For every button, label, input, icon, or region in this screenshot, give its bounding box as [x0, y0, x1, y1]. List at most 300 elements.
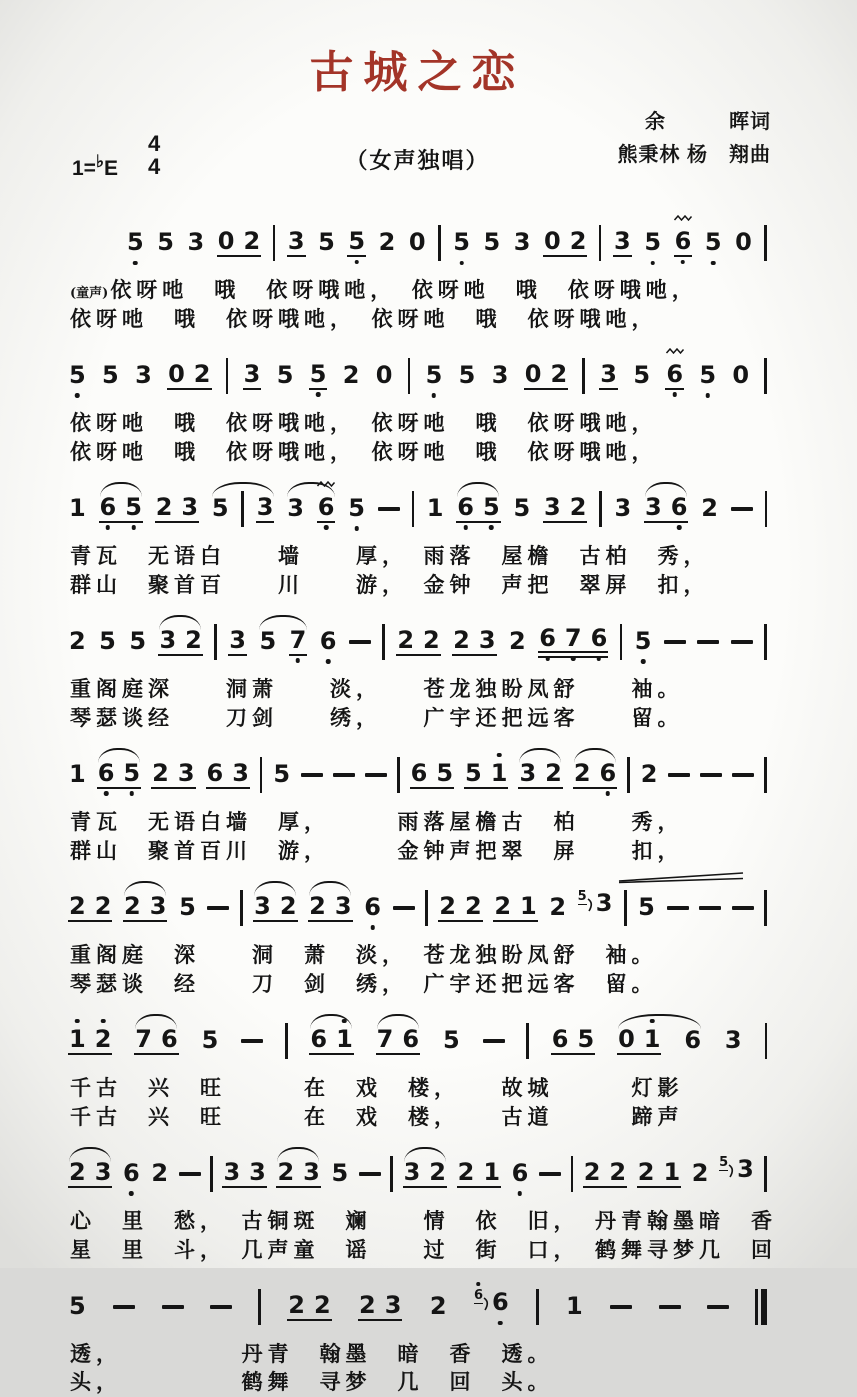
- note: 5: [98, 629, 117, 655]
- octave-dot-below: [432, 393, 437, 398]
- barline: [627, 757, 630, 793]
- note: 3: [513, 230, 532, 256]
- lyrics-line: [64, 571, 771, 600]
- note: 5: [347, 496, 366, 522]
- performance-note: （女声独唱）: [345, 144, 489, 175]
- note: 3 3: [222, 1160, 266, 1188]
- note: 5: [156, 230, 175, 256]
- octave-dot-below: [133, 261, 138, 266]
- octave-dot-below: [459, 261, 464, 266]
- barline: [582, 358, 585, 394]
- barline: [408, 358, 411, 394]
- note: 6 5: [410, 761, 454, 789]
- lyrics-text: 青瓦 无语白墙 厚， 雨落屋檐古 柏 秀，: [70, 809, 684, 834]
- note: 1: [68, 762, 87, 788]
- note: 0: [408, 230, 427, 256]
- note: 6 5: [456, 495, 500, 523]
- barline: [412, 491, 415, 527]
- dash-note: [162, 1305, 184, 1309]
- note: 6: [317, 495, 336, 523]
- slur-arc: [377, 1014, 419, 1029]
- notation-line: [64, 603, 771, 675]
- system: [64, 603, 771, 733]
- note: 5 3: [578, 891, 614, 924]
- note: 5: [698, 363, 717, 389]
- barline: [285, 1023, 288, 1059]
- lyrics-text: 千古 兴 旺 在 戏 楼， 古道 蹄声: [70, 1104, 684, 1129]
- note: 2: [150, 1161, 169, 1187]
- dash-note: [668, 773, 690, 777]
- slur-arc: [645, 482, 687, 497]
- note: 5 3: [719, 1157, 755, 1190]
- note: 3: [228, 628, 247, 656]
- barline: [390, 1156, 393, 1192]
- note: 5: [128, 629, 147, 655]
- lyrics-line: [64, 1236, 771, 1265]
- lyrics-text: 重阁庭 深 洞 萧 淡， 苍龙独盼凤舒 袖。: [70, 942, 658, 967]
- dash-note: [610, 1305, 632, 1309]
- note: 2: [378, 230, 397, 256]
- note: 3: [134, 363, 153, 389]
- decrescendo-hairpin-icon: [617, 871, 745, 885]
- lyrics-line: [64, 1074, 771, 1103]
- note: 6: [363, 895, 382, 921]
- octave-dot-below: [518, 1191, 523, 1196]
- notation-line: [64, 869, 771, 941]
- note: 6 7 6: [538, 626, 608, 658]
- note: 6: [665, 362, 684, 390]
- note: 6 1: [309, 1027, 353, 1055]
- slur-arc: [618, 1014, 701, 1029]
- barline: [764, 624, 767, 660]
- grace-slide-icon: [586, 898, 595, 913]
- note: 0 1: [617, 1027, 661, 1055]
- dash-note: [113, 1305, 135, 1309]
- note: 2 2: [438, 894, 482, 922]
- note: 3 2: [543, 495, 587, 523]
- barline: [765, 1023, 768, 1059]
- system: [64, 736, 771, 866]
- lyrics-text: 重阁庭深 洞萧 淡， 苍龙独盼凤舒 袖。: [70, 676, 684, 701]
- lyrics-line: [64, 276, 771, 305]
- note: 5: [442, 1028, 461, 1054]
- lyrics-line: [64, 305, 771, 334]
- octave-dot-below: [498, 1321, 503, 1326]
- lyrics-line: [64, 1340, 771, 1369]
- note: 2: [68, 629, 87, 655]
- barline: [397, 757, 400, 793]
- lyrics-line: [64, 409, 771, 438]
- lyrics-line: [64, 542, 771, 571]
- lyrics-line: [64, 438, 771, 467]
- dash-note: [378, 507, 400, 511]
- octave-dot-below: [606, 791, 611, 796]
- dash-note: [393, 906, 415, 910]
- slur-arc: [457, 482, 499, 497]
- note: 5: [201, 1028, 220, 1054]
- octave-dot-below: [571, 656, 576, 661]
- note: 5: [101, 363, 120, 389]
- note: 3: [286, 496, 305, 522]
- dash-note: [732, 906, 754, 910]
- score-header: [64, 122, 771, 200]
- note: 5: [643, 230, 662, 256]
- notation-line: [64, 1002, 771, 1074]
- grace-slide-icon: [482, 1297, 491, 1312]
- system: [64, 1002, 771, 1132]
- octave-dot-below: [597, 656, 602, 661]
- note: 6 5: [551, 1027, 595, 1055]
- notation-line: [64, 1268, 771, 1340]
- barline: [382, 624, 385, 660]
- note: 0: [731, 363, 750, 389]
- barline: [764, 225, 767, 261]
- dash-note: [732, 773, 754, 777]
- barline: [214, 624, 217, 660]
- lyrics-line: [64, 704, 771, 733]
- lyrics-text: 依呀吔 哦 依呀哦吔， 依呀吔 哦 依呀哦吔，: [70, 306, 658, 331]
- systems: [64, 204, 771, 1397]
- note: 1: [426, 496, 445, 522]
- barline: [273, 225, 276, 261]
- barline: [624, 890, 627, 926]
- system: [64, 1268, 771, 1397]
- lyrics-text: 群山 聚首百 川 游， 金钟 声把 翠屏 扣，: [70, 572, 710, 597]
- note: 7 6: [134, 1027, 178, 1055]
- time-signature: [148, 132, 160, 178]
- note: 6 5: [99, 495, 143, 523]
- slur-arc: [404, 1147, 446, 1162]
- grace-note: 6: [474, 1289, 491, 1312]
- note: 0 2: [167, 362, 211, 390]
- note: 0: [375, 363, 394, 389]
- slur-arc: [574, 748, 616, 763]
- barline: [765, 491, 768, 527]
- lyrics-text: 依呀吔 哦 依呀哦吔， 依呀吔 哦 依呀哦吔，: [70, 410, 658, 435]
- note: 2 3: [358, 1293, 402, 1321]
- note: 6: [511, 1161, 530, 1187]
- note: 6: [674, 229, 693, 257]
- voice-label: (童声): [70, 286, 108, 301]
- octave-dot-below: [129, 1191, 134, 1196]
- barline: [226, 358, 229, 394]
- barline: [536, 1289, 539, 1325]
- lyrics-text: 头， 鹤舞 寻梦 几 回 头。: [70, 1369, 554, 1394]
- note: 1: [565, 1294, 584, 1320]
- barline: [526, 1023, 529, 1059]
- slur-arc: [212, 482, 274, 497]
- dash-note: [731, 640, 753, 644]
- note: 2: [700, 496, 719, 522]
- note: 5: [458, 363, 477, 389]
- barline: [258, 1289, 261, 1325]
- note: 3: [256, 495, 275, 523]
- dash-note: [359, 1172, 381, 1176]
- note: 5: [482, 230, 501, 256]
- octave-dot-below: [75, 393, 80, 398]
- note: 2: [342, 363, 361, 389]
- note: 6: [122, 1161, 141, 1187]
- dash-note: [539, 1172, 561, 1176]
- note: 0 2: [524, 362, 568, 390]
- lyrics-line: [64, 675, 771, 704]
- octave-dot-below: [324, 525, 329, 530]
- octave-dot-below: [641, 659, 646, 664]
- lyrics-line: [64, 941, 771, 970]
- octave-dot-above: [75, 1019, 80, 1024]
- system: [64, 1135, 771, 1265]
- notation-line: [64, 204, 771, 276]
- note: 2 3: [151, 761, 195, 789]
- dash-note: [333, 773, 355, 777]
- dash-note: [731, 507, 753, 511]
- note: 5: [634, 629, 653, 655]
- key-signature: [72, 152, 118, 181]
- lyrics-text: 青瓦 无语白 墙 厚， 雨落 屋檐 古柏 秀，: [70, 543, 710, 568]
- note: 3: [287, 229, 306, 257]
- note: 2: [429, 1294, 448, 1320]
- octave-dot-below: [681, 260, 686, 265]
- barline: [438, 225, 441, 261]
- note: 5 1: [464, 761, 508, 789]
- grace-note: 5: [719, 1156, 736, 1179]
- note: 3: [187, 230, 206, 256]
- note: 7 6: [376, 1027, 420, 1055]
- note: 6: [683, 1028, 702, 1054]
- lyrics-line: [64, 837, 771, 866]
- note: 2: [640, 762, 659, 788]
- barline: [599, 225, 602, 261]
- note: 2 3: [123, 894, 167, 922]
- note: 2 3: [452, 628, 496, 656]
- system: [64, 337, 771, 467]
- note: 5: [637, 895, 656, 921]
- octave-dot-below: [316, 392, 321, 397]
- note: 5: [68, 363, 87, 389]
- note: 5: [258, 629, 277, 655]
- octave-dot-below: [354, 526, 359, 531]
- dash-note: [697, 640, 719, 644]
- lyrics-line: [64, 1207, 771, 1236]
- octave-dot-below: [463, 525, 468, 530]
- note: 3 2: [158, 628, 202, 656]
- note: 0: [734, 230, 753, 256]
- notation-line: [64, 1135, 771, 1207]
- note: 6 6: [474, 1290, 510, 1323]
- note: 5: [347, 229, 366, 257]
- barline: [764, 890, 767, 926]
- dash-note: [301, 773, 323, 777]
- octave-dot-above: [101, 1019, 106, 1024]
- octave-dot-below: [672, 392, 677, 397]
- page-title: 古城之恋: [64, 36, 771, 100]
- system: [64, 869, 771, 999]
- note: 2 3: [155, 495, 199, 523]
- octave-dot-below: [130, 791, 135, 796]
- note: 2 2: [287, 1293, 331, 1321]
- lyrics-line: [64, 1103, 771, 1132]
- note: 2 3: [276, 1160, 320, 1188]
- lyrics-line: [64, 970, 771, 999]
- octave-dot-below: [326, 659, 331, 664]
- note: 2 3: [68, 1160, 112, 1188]
- notation-line: [64, 736, 771, 808]
- note: 5: [126, 230, 145, 256]
- note: 0 2: [217, 229, 261, 257]
- flat-icon: ♭: [96, 152, 104, 171]
- note: 3: [614, 496, 633, 522]
- lyrics-text: 心 里 愁， 古铜斑 斓 情 依 旧， 丹青翰墨暗 香: [70, 1208, 777, 1233]
- dash-note: [707, 1305, 729, 1309]
- dash-note: [667, 906, 689, 910]
- note: 2 6: [573, 761, 617, 789]
- octave-dot-below: [705, 393, 710, 398]
- octave-dot-below: [370, 925, 375, 930]
- slur-arc: [310, 1014, 352, 1029]
- lyrics-text: 琴瑟谈经 刀剑 绣， 广宇还把远客 留。: [70, 705, 684, 730]
- credits: [617, 106, 771, 172]
- dash-note: [349, 640, 371, 644]
- slur-arc: [309, 881, 351, 896]
- dash-note: [700, 773, 722, 777]
- lyrics-text: 群山 聚首百川 游， 金钟声把翠 屏 扣，: [70, 838, 684, 863]
- lyricist-credit: 余 晖词: [617, 106, 771, 139]
- lyrics-text: 星 里 斗， 几声童 谣 过 街 口， 鹤舞寻梦几 回: [70, 1237, 777, 1262]
- note: 1: [68, 496, 87, 522]
- time-signature-bottom: 4: [148, 155, 160, 178]
- trill-icon: [665, 347, 684, 355]
- key-letter: E: [104, 157, 118, 180]
- note: 5: [68, 1294, 87, 1320]
- note: 2 1: [457, 1160, 501, 1188]
- octave-dot-below: [131, 525, 136, 530]
- note: 2 3: [308, 894, 352, 922]
- octave-dot-below: [677, 525, 682, 530]
- octave-dot-below: [711, 261, 716, 266]
- barline: [764, 757, 767, 793]
- octave-dot-below: [104, 791, 109, 796]
- note: 5: [704, 230, 723, 256]
- note: 3: [724, 1028, 743, 1054]
- dash-note: [699, 906, 721, 910]
- slur-arc: [159, 615, 201, 630]
- note: 2: [548, 895, 567, 921]
- note: 0 2: [543, 229, 587, 257]
- slur-arc: [519, 748, 561, 763]
- dash-note: [179, 1172, 201, 1176]
- note: 5: [309, 362, 328, 390]
- octave-dot-below: [296, 658, 301, 663]
- time-signature-top: 4: [148, 132, 160, 155]
- slur-arc: [100, 482, 142, 497]
- note: 3: [613, 229, 632, 257]
- dash-note: [659, 1305, 681, 1309]
- dash-note: [365, 773, 387, 777]
- barline: [599, 491, 602, 527]
- barline: [260, 757, 263, 793]
- note: 5: [513, 496, 532, 522]
- note: 2 2: [583, 1160, 627, 1188]
- note: 3 6: [644, 495, 688, 523]
- note: 1 2: [68, 1027, 112, 1055]
- slur-arc: [98, 748, 140, 763]
- dash-note: [207, 906, 229, 910]
- octave-dot-below: [489, 525, 494, 530]
- lyrics-line: [64, 808, 771, 837]
- slur-arc: [277, 1147, 319, 1162]
- lyrics-text: 琴瑟谈 经 刀 剑 绣， 广宇还把远客 留。: [70, 971, 658, 996]
- slur-arc: [135, 1014, 177, 1029]
- note: 5: [425, 363, 444, 389]
- note: 3 2: [518, 761, 562, 789]
- octave-dot-below: [106, 525, 111, 530]
- note: 2 2: [396, 628, 440, 656]
- key-prefix: 1=: [72, 157, 96, 180]
- grace-note: 5: [578, 890, 595, 913]
- note: 3: [243, 362, 262, 390]
- note: 5: [272, 762, 291, 788]
- barline: [764, 1156, 767, 1192]
- final-barline: [755, 1289, 767, 1325]
- note: 2 1: [637, 1160, 681, 1188]
- system: [64, 470, 771, 600]
- lyrics-line: [64, 1368, 771, 1397]
- dash-note: [664, 640, 686, 644]
- notation-line: [64, 337, 771, 409]
- note: 6: [319, 629, 338, 655]
- note: 3 2: [253, 894, 297, 922]
- note: 2 1: [493, 894, 537, 922]
- barline: [210, 1156, 213, 1192]
- note: 5: [452, 230, 471, 256]
- barline: [620, 624, 623, 660]
- note: 3 2: [403, 1160, 447, 1188]
- barline: [240, 890, 243, 926]
- note: 5: [211, 496, 230, 522]
- barline: [764, 358, 767, 394]
- lyrics-text: 千古 兴 旺 在 戏 楼， 故城 灯影: [70, 1075, 684, 1100]
- system: [64, 204, 771, 334]
- dash-note: [241, 1039, 263, 1043]
- note: 3: [491, 363, 510, 389]
- note: 5: [276, 363, 295, 389]
- octave-dot-below: [354, 260, 359, 265]
- note: 5: [331, 1161, 350, 1187]
- trill-icon: [673, 214, 692, 222]
- slur-arc: [124, 881, 166, 896]
- dash-note: [210, 1305, 232, 1309]
- barline: [571, 1156, 574, 1192]
- barline: [425, 890, 428, 926]
- note: 6 3: [206, 761, 250, 789]
- note: 2: [691, 1161, 710, 1187]
- note: 2 2: [68, 894, 112, 922]
- slur-arc: [254, 881, 296, 896]
- lyrics-text: 依呀吔 哦 依呀哦吔， 依呀吔 哦 依呀哦吔，: [70, 439, 658, 464]
- note: 2: [508, 629, 527, 655]
- slur-arc: [69, 1147, 111, 1162]
- note: 5: [632, 363, 651, 389]
- lyrics-text: 透， 丹青 翰墨 暗 香 透。: [70, 1341, 554, 1366]
- composer-credit: 熊秉林 杨 翔曲: [617, 139, 771, 172]
- note: 5: [317, 230, 336, 256]
- note: 7: [289, 628, 308, 656]
- note: 5: [178, 895, 197, 921]
- dash-note: [483, 1039, 505, 1043]
- lyrics-text: 依呀吔 哦 依呀哦吔， 依呀吔 哦 依呀哦吔，: [110, 277, 698, 302]
- grace-slide-icon: [727, 1164, 736, 1179]
- note: 6 5: [97, 761, 141, 789]
